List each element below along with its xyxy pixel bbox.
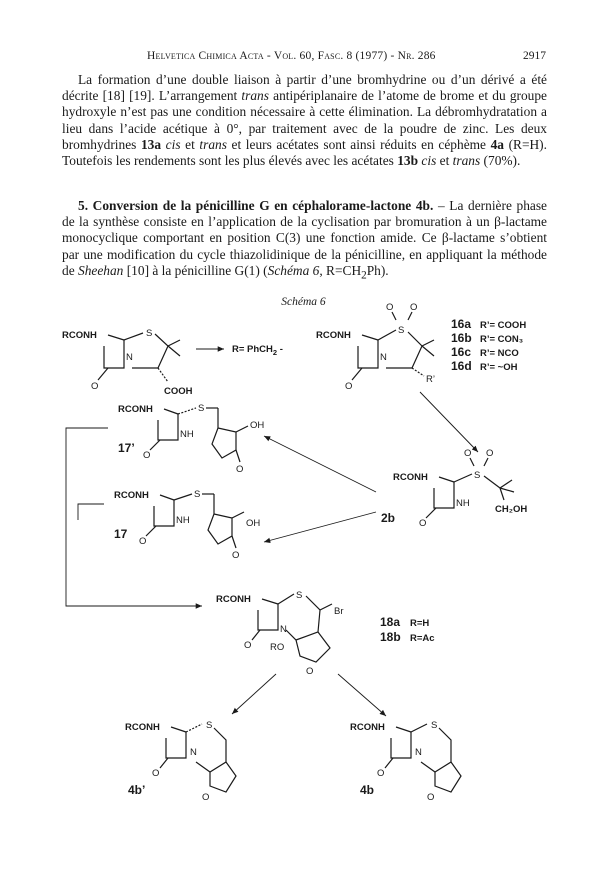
oxygen-label: O — [410, 302, 418, 313]
ch2oh-label: CH₂OH — [495, 504, 528, 515]
text-run: La formation d’une double liaison à partir d’une bromhydrine ou d’un dérivé a été décrite [18] [19]. L’arrangement — [62, 72, 547, 104]
text-run: , R=CH — [319, 262, 362, 278]
nitrogen-label: N — [380, 352, 387, 363]
rconh-label: RCONH — [393, 472, 428, 483]
label-16a: 16a — [451, 317, 472, 331]
reaction-arrow — [264, 512, 376, 542]
penicillin-structure — [62, 328, 193, 397]
text-run: antipériplanaire de l’atome de brome et du groupe hydroxyle n’est pas une condition nécessaire à cette élimination. La débromhydratation a lieu dans l’acide acétique à 0°, par traitement avec de la poudre de zinc. Les deux bromhydrines — [62, 88, 548, 152]
sulfone-structure-16 — [316, 302, 435, 392]
italic-cis: cis — [418, 153, 437, 169]
substituent-16c: R’= NCO — [480, 348, 519, 359]
italic-trans: trans — [199, 136, 227, 152]
oxygen-label: O — [139, 536, 147, 547]
label-17: 17 — [114, 527, 128, 541]
section-heading: 5. Conversion de la pénicilline G en céphalorame-lactone 4b. — [78, 198, 434, 213]
rconh-label: RCONH — [114, 490, 149, 501]
rconh-label: RCONH — [118, 404, 153, 415]
reaction-arrow — [264, 436, 376, 492]
oxygen-label: O — [306, 666, 314, 677]
rconh-label: RCONH — [316, 330, 351, 341]
compound-ref: 13a — [140, 136, 162, 152]
subscript: 2 — [361, 269, 367, 282]
text-run: (R=H). Toutefois les rendements sont les plus élevés avec les acétates — [62, 136, 547, 169]
text-run: Ph). — [366, 262, 389, 278]
structure-18 — [216, 590, 435, 677]
nitrogen-label: N — [126, 352, 133, 363]
oxygen-label: O — [236, 464, 244, 475]
nh-label: NH — [456, 498, 470, 509]
text-run: et — [436, 153, 453, 169]
rconh-label: RCONH — [125, 722, 160, 733]
label-18a: 18a — [380, 615, 401, 629]
bracket-line — [78, 504, 104, 520]
substituent-16d: R’= ~OH — [480, 362, 518, 373]
oxygen-label: O — [232, 550, 240, 561]
sulfur-label: S — [194, 489, 201, 500]
reaction-arrow — [420, 392, 478, 452]
journal-title: Helvetica Chimica Acta - Vol. 60, Fasc. 8 (1977) - Nr. 286 — [147, 50, 436, 62]
label-4b-prime: 4b’ — [128, 783, 146, 797]
oxygen-label: O — [152, 768, 160, 779]
r-definition: R= PhCH$_2$ - — [232, 344, 283, 357]
reaction-arrow — [232, 674, 276, 714]
oxygen-label: O — [427, 792, 435, 803]
structure-17-prime — [118, 403, 264, 475]
structure-17 — [114, 489, 260, 561]
text-run: [10] à la pénicilline G(1) ( — [123, 262, 268, 278]
label-2b: 2b — [381, 511, 396, 525]
text-run: et — [180, 136, 200, 152]
compound-ref: 13b — [397, 153, 419, 169]
oxygen-label: O — [244, 640, 252, 651]
rconh-label: RCONH — [216, 594, 251, 605]
oxygen-label: O — [419, 518, 427, 529]
oh-label: OH — [246, 518, 261, 529]
italic-cis: cis — [161, 136, 181, 152]
r-prime-label: R’ — [426, 374, 435, 385]
substituent-16b: R’= CON₃ — [480, 334, 524, 345]
label-16b: 16b — [451, 331, 472, 345]
oxygen-label: O — [143, 450, 151, 461]
nitrogen-label: N — [280, 624, 287, 635]
oxygen-label: O — [91, 381, 99, 392]
label-16d: 16d — [451, 359, 472, 373]
italic-trans: trans — [452, 153, 481, 169]
scheme-title: Schéma 6 — [281, 296, 326, 308]
italic-trans: trans — [241, 88, 269, 104]
author-name: Sheehan — [78, 262, 124, 278]
sulfur-label: S — [398, 325, 405, 336]
r-h-label: R=H — [410, 618, 430, 629]
cooh-label: COOH — [164, 386, 193, 397]
ro-label: RO — [270, 642, 285, 653]
compound-list-16 — [451, 317, 526, 373]
text-run: – La dernière phase de la synthèse consiste en l’application de la cyclisation par bromuration à un β-lactame monocyclique comportant en position C(3) une fonction amide. Ce β-lactame s’obtient par une modification du cycle thiazolidinique de la pénicilline, en appliquant la méthode de — [62, 198, 547, 278]
rconh-label: RCONH — [62, 330, 97, 341]
label-16c: 16c — [451, 345, 472, 359]
reaction-arrow — [338, 674, 386, 716]
structure-2b — [381, 448, 527, 529]
label-17-prime: 17’ — [118, 441, 135, 455]
structure-4b — [350, 720, 461, 803]
r-ac-label: R=Ac — [410, 633, 435, 644]
oxygen-label: O — [464, 448, 472, 459]
schema-reference: Schéma 6 — [267, 262, 320, 278]
oxygen-label: O — [386, 302, 394, 313]
substituent-16a: R’= COOH — [480, 320, 527, 331]
label-18b: 18b — [380, 630, 401, 644]
nh-label: NH — [180, 429, 194, 440]
oxygen-label: O — [345, 381, 353, 392]
nitrogen-label: N — [415, 747, 422, 758]
sulfur-label: S — [146, 328, 153, 339]
oh-label: OH — [250, 420, 265, 431]
page-number: 2917 — [523, 50, 546, 62]
sulfur-label: S — [474, 470, 481, 481]
sulfur-label: S — [206, 720, 213, 731]
oxygen-label: O — [377, 768, 385, 779]
structure-4b-prime — [125, 720, 236, 803]
oxygen-label: O — [486, 448, 494, 459]
rconh-label: RCONH — [350, 722, 385, 733]
nitrogen-label: N — [190, 747, 197, 758]
sulfur-label: S — [431, 720, 438, 731]
text-run: (70%). — [480, 153, 521, 169]
sulfur-label: S — [296, 590, 303, 601]
oxygen-label: O — [202, 792, 210, 803]
compound-ref: 4a — [490, 136, 504, 152]
text-run: et leurs acétates sont ainsi réduits en céphème — [226, 136, 491, 152]
bromine-label: Br — [334, 606, 344, 617]
label-4b: 4b — [360, 783, 375, 797]
sulfur-label: S — [198, 403, 205, 414]
nh-label: NH — [176, 515, 190, 526]
